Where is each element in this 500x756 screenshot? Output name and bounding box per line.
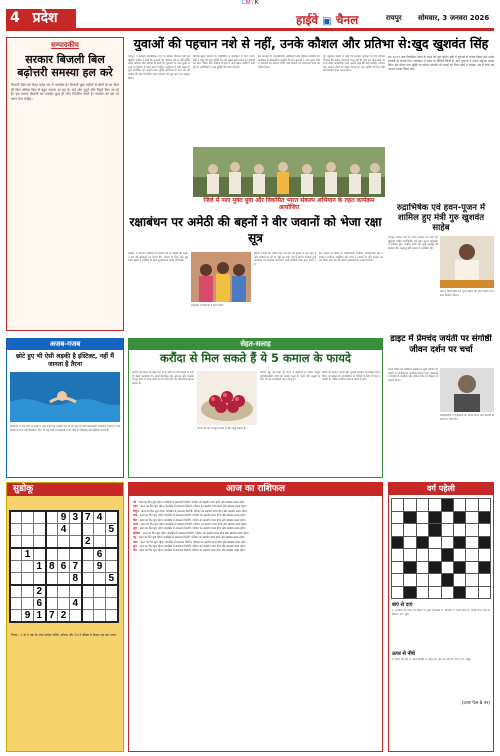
crossword-grid-wrap — [391, 498, 491, 599]
sudoku-cell[interactable]: 5 — [106, 573, 118, 586]
crossword-cell[interactable] — [392, 524, 404, 537]
crossword-cell[interactable] — [429, 549, 441, 562]
sudoku-cell[interactable] — [46, 524, 58, 536]
crossword-cell[interactable] — [441, 586, 453, 599]
sudoku-cell[interactable] — [10, 573, 22, 586]
crossword-cell[interactable] — [478, 586, 490, 599]
editorial-headline: सरकार बिजली बिल बढ़ोत्तरी समस्या हल करे — [17, 53, 113, 79]
sudoku-cell[interactable]: 9 — [22, 610, 34, 623]
sudoku-cell[interactable] — [70, 610, 82, 623]
crossword-cell[interactable] — [478, 549, 490, 562]
crossword-cell[interactable] — [478, 524, 490, 537]
crossword-block — [478, 536, 490, 549]
crossword-cell[interactable] — [392, 499, 404, 512]
sudoku-cell[interactable]: 4 — [70, 598, 82, 610]
crossword-cell[interactable] — [453, 549, 465, 562]
sudoku-cell[interactable] — [10, 524, 22, 536]
crossword-cell[interactable] — [416, 574, 428, 587]
crossword-block — [441, 574, 453, 587]
premchand-portrait — [440, 368, 494, 412]
health-box — [128, 338, 383, 478]
crossword-cell[interactable] — [416, 586, 428, 599]
crossword-cell[interactable] — [429, 574, 441, 587]
lead-body-col5: हम 2047 तक विकसित भारत के लक्ष्य को पूरा करेंगे। मंत्री ने युवाओं से संवाद किया और उनके सवालों के जवाब दिए। कार्यक्रम में प्रदेश के विभिन्न जिलों से आए युवाओं ने अपने अनुभव साझा किए। इस दौरान नशा मुक्ति पर पोस्टर प्रदर्शनी भी लगाई गई जिसे लोगों ने सराहा। अंत में सभी का आभार व्यक्त किया गया। — [388, 55, 494, 71]
sports-body: अमेरिका के एक छोटे से कस्बे में रहने वाली यह लड़की जन्म से ही पानी के प्रति स्वाभाविक आकर्षण रखती है। उसे किसी ने तैरना नहीं सिखाया, फिर भी वह पानी में आसानी से तैर लेती है। विशेषज्ञ इसे इंस्टिंक्ट मानते हैं। — [10, 425, 120, 432]
crossword-across-heading: बाएं से दाएं — [392, 602, 413, 608]
crossword-cell[interactable] — [392, 586, 404, 599]
sports-box — [6, 338, 124, 478]
sudoku-cell[interactable] — [10, 585, 22, 598]
sudoku-cell[interactable]: 2 — [82, 536, 94, 549]
page-number: 4 — [10, 10, 20, 26]
crossword-block — [453, 511, 465, 524]
zodiac-name: कर्क — [133, 513, 138, 518]
editorial-body: बिजली बिल को लेकर प्रदेश भर में असंतोष है। बिजली कुछ महीनों से लोगों के घर बिजली बिल अधिक बिल से बहुत ज्यादा आ रहा है। कई लोग दुगुने और तिगुने बिल आ रहे हैं। इस कारण बिजली का उपयोग कुछ ही लोग नियमित करते हैं। सरकार को इस पर ध्यान देना चाहिए। — [11, 83, 119, 101]
zodiac-name: सिंह — [133, 517, 137, 522]
sudoku-cell[interactable] — [94, 573, 106, 586]
horoscope-text: : आज का दिन शुभ रहेगा। कार्यक्षेत्र में सफलता मिलेगी, परिवार का सहयोग प्राप्त होगा और स्वास्थ्य उत्तम रहेगा। — [138, 522, 247, 527]
health-headline: करौंदा से मिल सकते हैं ये 5 कमाल के फायदे — [160, 351, 351, 365]
sudoku-cell[interactable]: 3 — [70, 511, 82, 524]
sudoku-cell[interactable] — [46, 511, 58, 524]
crossword-cell[interactable] — [416, 524, 428, 537]
crossword-cell[interactable] — [416, 499, 428, 512]
editorial-box — [6, 37, 124, 331]
health-body-col3: करौंदा खून की कमी दूर करने में सहायक है। इसमें मौजूद एंटीऑक्सीडेंट त्वचा को स्वस्थ रखते हैं। दांतों और मसूड़ों के लिए भी यह लाभकारी माना जाता है। — [260, 371, 320, 382]
crossword-block — [453, 536, 465, 549]
sudoku-cell[interactable] — [82, 585, 94, 598]
sudoku-cell[interactable] — [82, 548, 94, 561]
swim-photo — [10, 372, 120, 422]
diet-headline: डाइट में प्रेमचंद जयंती पर संगोष्ठी जीवन दर्शन पर चर्चा — [390, 334, 492, 355]
crossword-cell[interactable] — [441, 561, 453, 574]
sudoku-cell[interactable]: 2 — [34, 585, 46, 598]
sudoku-cell[interactable] — [82, 524, 94, 536]
sudoku-cell[interactable] — [58, 536, 70, 549]
sudoku-cell[interactable]: 5 — [106, 524, 118, 536]
rakhi-group-photo — [191, 252, 251, 302]
sudoku-cell[interactable] — [82, 573, 94, 586]
sudoku-cell[interactable] — [94, 598, 106, 610]
crossword-cell[interactable] — [429, 536, 441, 549]
sudoku-cell[interactable] — [94, 536, 106, 549]
horoscope-text: : आज का दिन शुभ रहेगा। कार्यक्षेत्र में सफलता मिलेगी, परिवार का सहयोग प्राप्त होगा और स्वास्थ्य उत्तम रहेगा। — [136, 535, 246, 540]
sudoku-cell[interactable] — [10, 561, 22, 573]
sudoku-label: सुडोकू — [7, 483, 123, 496]
diet-body-col2: प्रशिक्षार्थियों ने कहानियों का वाचन किया और प्रेमचंद के पात्रों पर चर्चा की। — [440, 414, 494, 421]
editorial-label: सम्पादकीय — [51, 41, 79, 49]
crossword-cell[interactable] — [416, 561, 428, 574]
diet-body-col1: जिला शिक्षा एवं प्रशिक्षण संस्थान में मुंशी प्रेमचंद की जयंती पर संगोष्ठी का आयोजन किया गया। वक्ताओं ने प्रेमचंद के साहित्य और जीवन दर्शन पर विस्तार से प्रकाश डाला। — [388, 368, 438, 382]
sudoku-cell[interactable] — [106, 585, 118, 598]
swimmer-illustration — [10, 372, 120, 422]
paper-name-left: हाईवे — [296, 13, 319, 27]
sudoku-cell[interactable] — [22, 573, 34, 586]
crossword-grid — [391, 498, 491, 599]
horoscope-text: : आज का दिन शुभ रहेगा। कार्यक्षेत्र में सफलता मिलेगी, परिवार का सहयोग प्राप्त होगा और स्वास्थ्य उत्तम रहेगा। — [136, 548, 246, 553]
premchand-photo — [440, 368, 494, 412]
sudoku-cell[interactable]: 7 — [70, 561, 82, 573]
sudoku-cell[interactable] — [22, 524, 34, 536]
horoscope-text: : आज का दिन शुभ रहेगा। कार्यक्षेत्र में सफलता मिलेगी, परिवार का सहयोग प्राप्त होगा और स्वास्थ्य उत्तम रहेगा। — [136, 517, 246, 522]
sudoku-cell[interactable] — [58, 573, 70, 586]
crossword-cell[interactable] — [429, 499, 441, 512]
lead-body-col4: गुरु खुशवंत साहेब ने कहा कि सरकार युवाओं के लिए कौशल विकास की अनेक योजनाएं चला रही है। युवा इन योजनाओं का लाभ लेकर आत्मनिर्भर बनें। उन्होंने कहा कि नशा व्यक्ति, परिवार और समाज तीनों को बर्बाद करता है। नशा मुक्ति के लिए सभी को मिलकर काम करना होगा। — [323, 55, 385, 73]
horoscope-text: : आज का दिन शुभ रहेगा। कार्यक्षेत्र में सफलता मिलेगी, परिवार का सहयोग प्राप्त होगा और स्वास्थ्य उत्तम रहेगा। — [138, 508, 248, 513]
sudoku-cell[interactable] — [34, 548, 46, 561]
sudoku-cell[interactable]: 7 — [82, 511, 94, 524]
sudoku-grid — [9, 510, 119, 623]
sudoku-cell[interactable] — [70, 548, 82, 561]
tv-icon: ▣ — [322, 16, 332, 27]
rudra-body: रायपुर। सावन माह के पावन अवसर पर मंत्री गुरु खुशवंत साहेब रुद्राभिषेक एवं हवन पूजन कार्यक्रम में शामिल हुए। उन्होंने प्रदेश की सुख समृद्धि की कामना की। श्रद्धालु बड़ी संख्या में उपस्थित रहे। — [388, 236, 438, 250]
sudoku-cell[interactable] — [106, 511, 118, 524]
crossword-cell[interactable] — [392, 561, 404, 574]
crossword-cell[interactable] — [478, 499, 490, 512]
horoscope-text: : आज का दिन शुभ रहेगा। कार्यक्षेत्र में सफलता मिलेगी, परिवार का सहयोग प्राप्त होगा और स्वास्थ्य उत्तम रहेगा। — [137, 539, 247, 544]
health-label: सेहत-सलाह — [129, 339, 382, 350]
crossword-cell[interactable] — [416, 511, 428, 524]
sudoku-cell[interactable] — [58, 598, 70, 610]
zodiac-name: मीन — [133, 548, 137, 553]
crossword-block — [392, 536, 404, 549]
lead-body-col1: रायपुर, 3 अगस्त। छत्तीसगढ़ राज्य के कौशल विकास मंत्री गुरु खुशवंत साहेब ने कहा कि युवाओं की पहचान नशे से नहीं बल्कि उनके कौशल और प्रतिभा से होती है। युवाओं को नशा मुक्त समाज के निर्माण में आगे आना चाहिए। कार्यक्रम में बड़ी संख्या में युवा उपस्थित रहे। उन्होंने नशा मुक्ति अभियान में भाग लेने की अपील की और विकसित भारत संकल्प को पूरा करने का आह्वान किया। — [128, 55, 190, 80]
horoscope-entry — [133, 548, 378, 552]
paper-name — [296, 11, 358, 28]
sudoku-cell[interactable]: 4 — [94, 511, 106, 524]
crossword-cell[interactable] — [404, 524, 416, 537]
sudoku-cell[interactable] — [94, 524, 106, 536]
zodiac-name: धनु — [133, 535, 137, 540]
horoscope-text: : आज का दिन शुभ रहेगा। कार्यक्षेत्र में सफलता मिलेगी, परिवार का सहयोग प्राप्त होगा और स्वास्थ्य उत्तम रहेगा। — [137, 504, 247, 509]
masthead — [6, 9, 494, 31]
crossword-cell[interactable] — [392, 549, 404, 562]
horoscope-box — [128, 482, 383, 752]
sports-headline: छोटे हुए भी ऐसी लड़की है इंस्टिक्ट, नहीं मैं जानता है तैरना — [15, 353, 115, 368]
crossword-cell[interactable] — [404, 574, 416, 587]
sudoku-note: नियम : 1 से 9 तक के अंक प्रत्येक पंक्ति, कॉलम और 3×3 बॉक्स में केवल एक बार आएं। — [11, 633, 117, 637]
crossword-cell[interactable] — [466, 511, 478, 524]
crossword-block — [404, 511, 416, 524]
sudoku-cell[interactable] — [10, 536, 22, 549]
sudoku-box — [6, 482, 124, 752]
crossword-label: वर्ग पहेली — [389, 483, 493, 495]
raksha-body-col4: इस अवसर पर संस्था के पदाधिकारी, शिक्षक, अभिभावक और गणमान्य नागरिक उपस्थित रहे। सभी ने जवानों के प्रति सम्मान व्यक्त किया और देश की एकता अखंडता का संकल्प लिया। — [319, 252, 383, 263]
sudoku-cell[interactable] — [106, 561, 118, 573]
crossword-cell[interactable] — [404, 549, 416, 562]
zodiac-name: वृश्चिक — [133, 530, 141, 535]
rakshabandhan-headline: रक्षाबंधन पर अमेठी की बहनों ने वीर जवानों को भेजा रक्षा सूत्र — [129, 215, 382, 245]
horoscope-text: : आज का दिन शुभ रहेगा। कार्यक्षेत्र में सफलता मिलेगी, परिवार का सहयोग प्राप्त होगा और स्वास्थ्य उत्तम रहेगा। — [137, 526, 246, 531]
raksha-photo — [191, 252, 251, 302]
sudoku-cell[interactable]: 6 — [94, 548, 106, 561]
horoscope-text: : आज का दिन शुभ रहेगा। कार्यक्षेत्र में सफलता मिलेगी, परिवार का सहयोग प्राप्त होगा और स्वास्थ्य उत्तम रहेगा। — [136, 500, 246, 504]
sudoku-cell[interactable]: 6 — [34, 598, 46, 610]
rudra-photo — [440, 236, 494, 288]
crossword-down-clues: 1. शरीर का अंग 2. ज्ञानी व्यक्ति 4. बादल 6. फल का नाम 8. पत्थर 11. समुद्र — [392, 658, 471, 661]
crossword-cell[interactable] — [466, 536, 478, 549]
crossword-block — [429, 511, 441, 524]
sudoku-cell[interactable] — [10, 598, 22, 610]
sudoku-cell[interactable] — [34, 536, 46, 549]
lead-photo-caption: जिले में नशा मुक्त युवा और विकसित भारत संकल्प अभियान के तहत कार्यक्रम आयोजित — [203, 197, 375, 211]
sudoku-cell[interactable]: 1 — [34, 610, 46, 623]
sudoku-cell[interactable] — [58, 585, 70, 598]
sudoku-cell[interactable] — [94, 610, 106, 623]
crossword-block — [441, 499, 453, 512]
sudoku-cell[interactable] — [46, 573, 58, 586]
sudoku-cell[interactable] — [106, 598, 118, 610]
sudoku-cell[interactable] — [34, 524, 46, 536]
sudoku-cell[interactable] — [10, 511, 22, 524]
health-body-col1: करौंदा एक छोटा सा खट्टा फल है जो स्वाद के साथ सेहत के लिए भी बेहद फायदेमंद है। इसमें विटामिन सी, आयरन और फाइबर भरपूर मात्रा में पाया जाता है जो शरीर की रोग प्रतिरोधक क्षमता बढ़ाता है। — [132, 371, 194, 385]
sudoku-cell[interactable]: 9 — [94, 561, 106, 573]
crossword-cell[interactable] — [466, 586, 478, 599]
raksha-body-col2: कार्यक्रम में छात्राओं ने भाग लिया। — [191, 304, 224, 307]
print-color-strip: CMYK — [241, 0, 259, 6]
sudoku-cell[interactable]: 2 — [58, 610, 70, 623]
crossword-cell[interactable] — [392, 511, 404, 524]
zodiac-name: मकर — [133, 539, 138, 544]
zodiac-name: वृषभ — [133, 504, 138, 509]
crossword-block — [416, 536, 428, 549]
sudoku-cell[interactable] — [22, 585, 34, 598]
health-body-col2: पाचन तंत्र को मजबूत बनाता है और भूख बढ़ाता है। — [197, 427, 247, 430]
sudoku-cell[interactable] — [46, 536, 58, 549]
sudoku-cell[interactable] — [58, 548, 70, 561]
sudoku-cell[interactable]: 1 — [22, 548, 34, 561]
page-section-badge — [6, 9, 76, 28]
sudoku-cell[interactable] — [46, 585, 58, 598]
sudoku-cell[interactable] — [82, 598, 94, 610]
crossword-cell[interactable] — [404, 536, 416, 549]
crossword-across-clues: 1. दरवाजा बंद करने का साधन 3. पूजा का स्थान 5. आकाश 7. चलने वाला 9. कपड़ा 10. नदी का किनारा 12. सुंदर — [392, 609, 490, 616]
sudoku-cell[interactable]: 9 — [58, 511, 70, 524]
crossword-block — [453, 561, 465, 574]
crossword-block — [429, 561, 441, 574]
lead-headline: युवाओं की पहचान नशे से नहीं, उनके कौशल और प्रतिभा से:खुद खुशवंत सिंह — [133, 36, 489, 51]
sudoku-cell[interactable]: 8 — [70, 573, 82, 586]
sudoku-cell[interactable] — [10, 548, 22, 561]
havan-photo — [440, 236, 494, 288]
sudoku-cell[interactable] — [22, 511, 34, 524]
crossword-cell[interactable] — [478, 574, 490, 587]
crossword-cell[interactable] — [392, 574, 404, 587]
crossword-cell[interactable] — [453, 524, 465, 537]
sudoku-cell[interactable] — [10, 610, 22, 623]
crossword-cell[interactable] — [429, 586, 441, 599]
section-name: प्रदेश — [32, 10, 58, 26]
paper-name-right: चैनल — [335, 13, 359, 27]
horoscope-text: : आज का दिन शुभ रहेगा। कार्यक्षेत्र में सफलता मिलेगी, परिवार का सहयोग प्राप्त होगा और स्वास्थ्य उत्तम रहेगा। — [140, 530, 249, 535]
sudoku-cell[interactable] — [22, 561, 34, 573]
zodiac-name: कन्या — [133, 522, 139, 527]
sudoku-cell[interactable] — [70, 585, 82, 598]
sudoku-cell[interactable] — [106, 536, 118, 549]
crossword-block — [478, 511, 490, 524]
sudoku-cell[interactable] — [34, 511, 46, 524]
crossword-cell[interactable] — [466, 524, 478, 537]
crossword-cell[interactable] — [441, 536, 453, 549]
zodiac-name: तुला — [133, 526, 138, 531]
zodiac-name: मेष — [133, 500, 137, 504]
crossword-cell[interactable] — [416, 549, 428, 562]
rudrabhishek-headline: रुद्राभिषेक एवं हवन-पूजन में शामिल हुए मंत्री गुरु खुशवंत साहेब — [396, 203, 486, 233]
sudoku-cell[interactable]: 8 — [46, 561, 58, 573]
sudoku-cell[interactable]: 1 — [34, 561, 46, 573]
issue-date: सोमवार, 3 जनवरा 2026 — [418, 14, 490, 22]
crossword-cell[interactable] — [466, 499, 478, 512]
sudoku-cell[interactable] — [34, 573, 46, 586]
sudoku-cell[interactable] — [106, 610, 118, 623]
karonda-fruit-image — [197, 371, 257, 425]
crossword-block — [478, 561, 490, 574]
crossword-answer-note: (उत्तर पेज 8 पर) — [461, 701, 490, 706]
lead-photo — [193, 147, 385, 197]
sudoku-cell[interactable] — [94, 585, 106, 598]
crossword-cell[interactable] — [441, 524, 453, 537]
sudoku-cell[interactable] — [106, 548, 118, 561]
crossword-cell[interactable] — [466, 574, 478, 587]
crossword-box — [388, 482, 494, 752]
karonda-photo — [197, 371, 257, 425]
crossword-block — [429, 524, 441, 537]
crossword-cell[interactable] — [441, 511, 453, 524]
sudoku-cell[interactable] — [82, 561, 94, 573]
lead-body-col2: विभिन्न स्कूल कॉलेज के विद्यार्थियों ने कार्यक्रम में भाग लिया। मंत्री ने कहा कि युवा शक्ति देश की सबसे बड़ी ताकत है। युवाओं को खेल, शिक्षा और कौशल के क्षेत्र में आगे बढ़ना चाहिए। कार्यक्रम में अतिथियों ने नशा मुक्ति की शपथ दिलाई। — [193, 55, 255, 69]
sudoku-cell[interactable]: 6 — [58, 561, 70, 573]
crossword-block — [404, 561, 416, 574]
crossword-cell[interactable] — [453, 574, 465, 587]
sudoku-cell[interactable]: 4 — [58, 524, 70, 536]
crossword-block — [404, 586, 416, 599]
sudoku-cell[interactable] — [46, 548, 58, 561]
rudra-body-2: मंत्री ने विधि विधान से पूजा अर्चना की और भक्तों को प्रसाद वितरित किया। — [440, 290, 494, 297]
horoscope-text: : आज का दिन शुभ रहेगा। कार्यक्षेत्र में सफलता मिलेगी, परिवार का सहयोग प्राप्त होगा और स्वास्थ्य उत्तम रहेगा। — [137, 513, 246, 518]
sudoku-cell[interactable] — [70, 524, 82, 536]
zodiac-name: मिथुन — [133, 508, 139, 513]
crossword-block — [453, 586, 465, 599]
horoscope-list — [129, 496, 382, 557]
raksha-body-col1: अमेठी, 3 अगस्त। रक्षाबंधन के पावन पर्व पर अमेठी की बहनों ने देश की सीमाओं पर तैनात वीर जवानों के लिए रक्षा सूत्र भेजे। बहनों ने राखियों के साथ शुभकामना संदेश भी लिखे। — [128, 252, 188, 263]
city-name: रायपुर — [386, 14, 402, 22]
crossword-down-heading: ऊपर से नीचे — [392, 651, 415, 657]
sudoku-cell[interactable] — [22, 536, 34, 549]
crossword-cell[interactable] — [466, 549, 478, 562]
sudoku-grid-wrap — [9, 510, 122, 623]
lead-body-col3: इस अवसर पर जनप्रतिनिधि, अधिकारी और शिक्षक उपस्थित थे। कार्यक्रम में सांस्कृतिक प्रस्तुति दी गई। युवाओं ने नशा मुक्त जीवन अपनाने का संकल्प लिया तथा समाज को जागरूक करने का निर्णय लिया। — [258, 55, 320, 69]
sudoku-cell[interactable] — [82, 610, 94, 623]
crossword-block — [441, 549, 453, 562]
sports-label: अजब-गजब — [7, 339, 123, 350]
sudoku-cell[interactable] — [46, 598, 58, 610]
event-photo-illustration — [193, 147, 385, 197]
sudoku-cell[interactable] — [70, 536, 82, 549]
crossword-cell[interactable] — [404, 499, 416, 512]
raksha-body-col3: बहनों ने कहा कि जवान दिन रात देश की सुरक्षा में लगे रहते हैं और त्योहारों पर भी घर नहीं आ पाते। ऐसे में हमारी राखियां उन्हें अपनेपन का एहसास कराएंगी। सभी राखियां डाक द्वारा भेजी गईं। — [254, 252, 316, 266]
zodiac-name: कुंभ — [133, 544, 137, 549]
horoscope-label: आज का राशिफल — [129, 483, 382, 496]
crossword-cell[interactable] — [466, 561, 478, 574]
sudoku-cell[interactable] — [22, 598, 34, 610]
health-body-col4: करौंदे का अचार, चटनी और मुरब्बा बनाकर भी इसका सेवन किया जा सकता है। डायबिटीज के रोगियों के लिए भी यह उपयोगी है, लेकिन अधिक मात्रा में सेवन से बचें। — [322, 371, 380, 382]
crossword-cell[interactable] — [453, 499, 465, 512]
sudoku-cell[interactable]: 7 — [46, 610, 58, 623]
horoscope-text: : आज का दिन शुभ रहेगा। कार्यक्षेत्र में सफलता मिलेगी, परिवार का सहयोग प्राप्त होगा और स्वास्थ्य उत्तम रहेगा। — [136, 544, 246, 549]
